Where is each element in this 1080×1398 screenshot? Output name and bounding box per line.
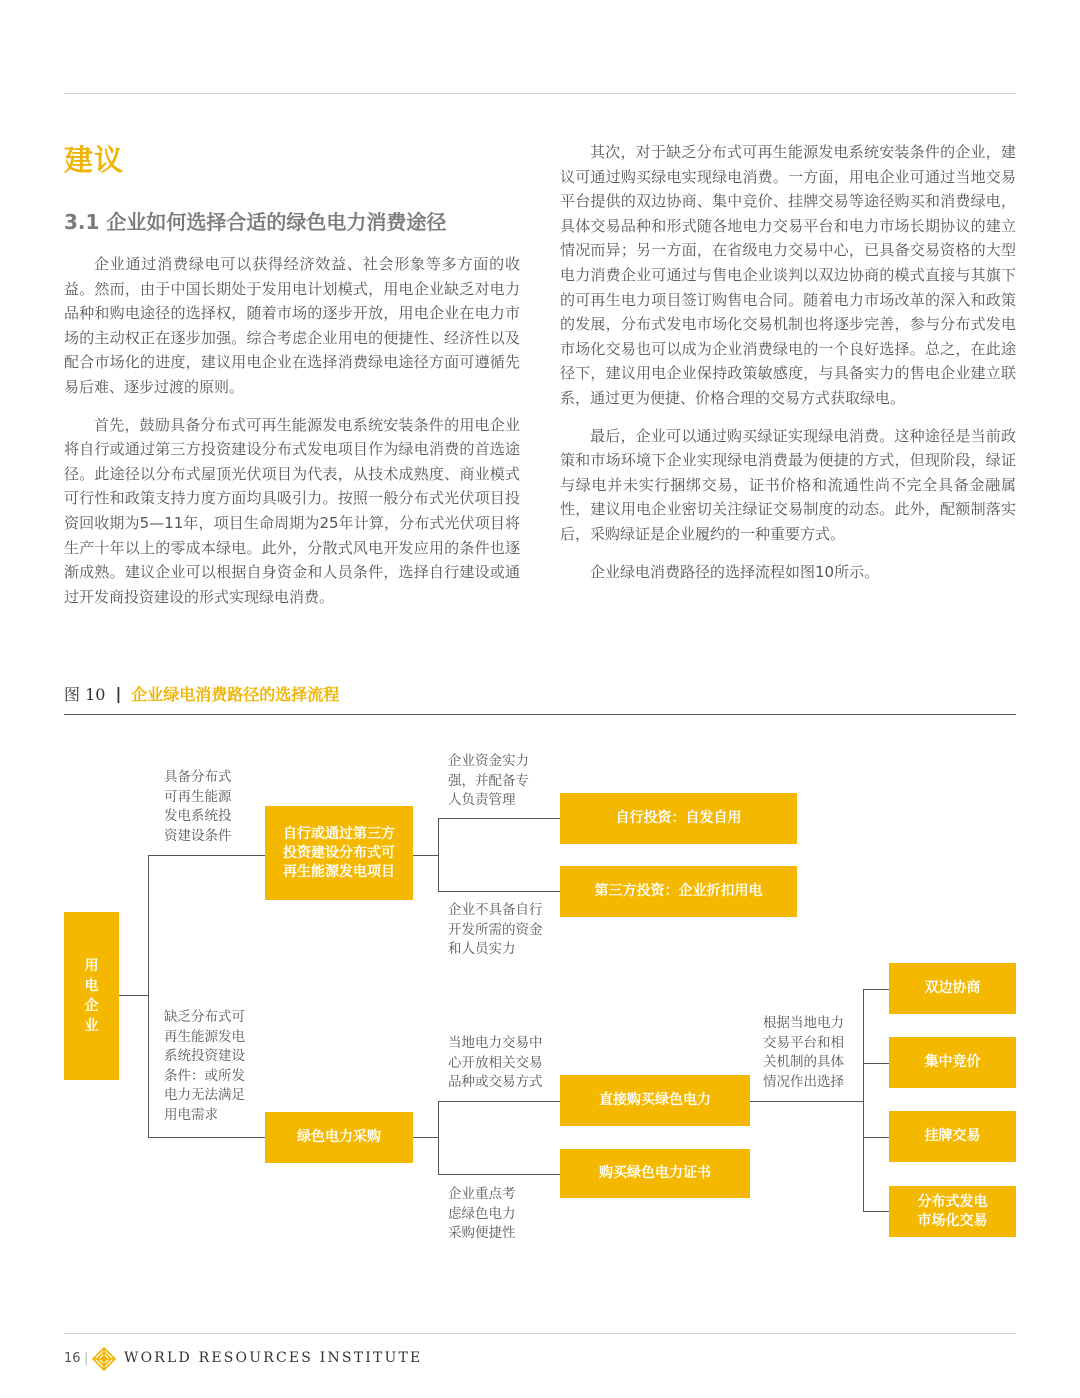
condition-note-top: 具备分布式 可再生能源 发电系统投 资建设条件 [164,769,232,844]
connector [863,989,889,990]
footer-separator: | [84,1351,89,1366]
bottom-note-lower: 企业重点考 虑绿色电力 采购便捷性 [448,1186,516,1241]
connector [863,1063,889,1064]
centralized-bidding-box: 集中竞价 [889,1037,1016,1088]
connector [148,855,265,856]
figure-rule [64,714,1016,715]
connector [438,891,560,892]
connector [413,855,439,856]
organization-name: WORLD RESOURCES INSTITUTE [124,1350,423,1366]
figure-number: 图 10 [64,685,106,704]
paragraph: 企业绿电消费路径的选择流程如图10所示。 [590,562,880,581]
connector [148,855,149,1138]
connector [863,989,864,1212]
self-investment-box: 自行投资：自发自用 [560,793,797,844]
distributed-market-trade-box: 分布式发电 市场化交易 [889,1186,1016,1237]
bottom-note-upper: 当地电力交易中 心开放相关交易 品种或交易方式 [448,1035,543,1090]
connector [863,1137,889,1138]
connector [148,1137,265,1138]
paragraph: 其次，对于缺乏分布式可再生能源发电系统安装条件的企业，建议可通过购买绿电实现绿电消费。一方面，用电企业可通过当地交易平台提供的双边协商、集中竞价、挂牌交易等途径购买和消费绿电，具体交易品种和形式随各地电力交易平台和电力市场长期协议的建立情况而异；另一方面，在省级电力交易中心，已具备交易资格的大型电力消费企业可通过与售电企业谈判以双边协商的模式直接与其旗下的可再生电力项目签订购售电合同。随着电力市场改革的深入和政策的发展，分布式发电市场化交易机制也将逐步完善，参与分布式发电市场化交易也可以成为企业消费绿电的一个良好选择。总之，在此途径下，建议用电企业保持政策敏感度，与具备实力的售电企业建立联系，通过更为便捷、价格合理的交易方式获取绿电。 [560,143,1016,407]
certificate-purchase-box: 购买绿色电力证书 [560,1149,750,1198]
page-number: 16 [64,1351,81,1366]
listing-trade-box: 挂牌交易 [889,1111,1016,1162]
top-note-upper: 企业资金实力 强，并配备专 人负责管理 [448,753,529,808]
left-column [64,252,520,609]
paragraph: 最后，企业可以通过购买绿证实现绿电消费。这种途径是当前政策和市场环境下企业实现绿电消费最为便捷的方式，但现阶段，绿证与绿电并未实行捆绑交易，证书价格和流通性尚不完全具备金融属性，建议用电企业密切关注绿证交易制度的动态。此外，配额制落实后，采购绿证是企业履约的一种重要方式。 [560,426,1016,543]
paragraph: 企业通过消费绿电可以获得经济效益、社会形象等多方面的收益。然而，由于中国长期处于发用电计划模式，用电企业缺乏对电力品种和购电途径的选择权，随着市场的逐步开放，用电企业在电力市场的主动权正在逐步加强。综合考虑企业用电的便捷性、经济性以及配合市场化的进度，建议用电企业在选择消费绿电途径方面可遵循先易后难、逐步过渡的原则。 [64,255,520,396]
caption-separator: | [115,684,122,703]
top-rule [64,93,1016,94]
paragraph: 首先，鼓励具备分布式可再生能源发电系统安装条件的用电企业将自行或通过第三方投资建设分布式发电项目作为绿电消费的首选途径。此途径以分布式屋顶光伏项目为代表，从技术成熟度、商业模式可行性和政策支持力度方面均具吸引力。按照一般分布式光伏项目投资回收期为5—11年，项目生命周期为25年计算，分布式光伏项目将生产十年以上的零成本绿电。此外，分散式风电开发应用的条件也逐渐成熟。建议企业可以根据自身资金和人员条件，选择自行建设或通过开发商投资建设的形式实现绿电消费。 [64,415,520,606]
wri-logo-icon [92,1347,116,1371]
connector [119,995,149,996]
top-note-lower: 企业不具备自行 开发所需的资金 和人员实力 [448,902,543,957]
footer-rule [64,1333,1016,1334]
connector [863,1211,889,1212]
connector [438,1101,560,1102]
third-party-investment-box: 第三方投资：企业折扣用电 [560,866,797,917]
condition-note-bottom: 缺乏分布式可 再生能源发电 系统投资建设 条件：或所发 电力无法满足 用电需求 [164,1009,245,1123]
figure-caption [64,682,339,705]
root-box: 用电企业 [64,912,119,1080]
green-power-purchase-box: 绿色电力采购 [265,1112,413,1163]
connector [438,818,560,819]
section-subheading: 3.1 企业如何选择合适的绿色电力消费途径 [64,210,447,234]
connector [750,1101,864,1102]
direct-purchase-box: 直接购买绿色电力 [560,1075,750,1126]
right-column [560,140,1016,584]
connector [438,818,439,892]
section-heading: 建议 [64,143,125,177]
figure-title: 企业绿电消费路径的选择流程 [131,685,340,704]
connector [413,1137,439,1138]
bilateral-negotiation-box: 双边协商 [889,963,1016,1014]
distributed-project-box: 自行或通过第三方 投资建设分布式可 再生能源发电项目 [265,806,413,900]
connector [438,1101,439,1175]
connector [438,1174,560,1175]
direct-purchase-note: 根据当地电力 交易平台和相 关机制的具体 情况作出选择 [763,1015,844,1090]
